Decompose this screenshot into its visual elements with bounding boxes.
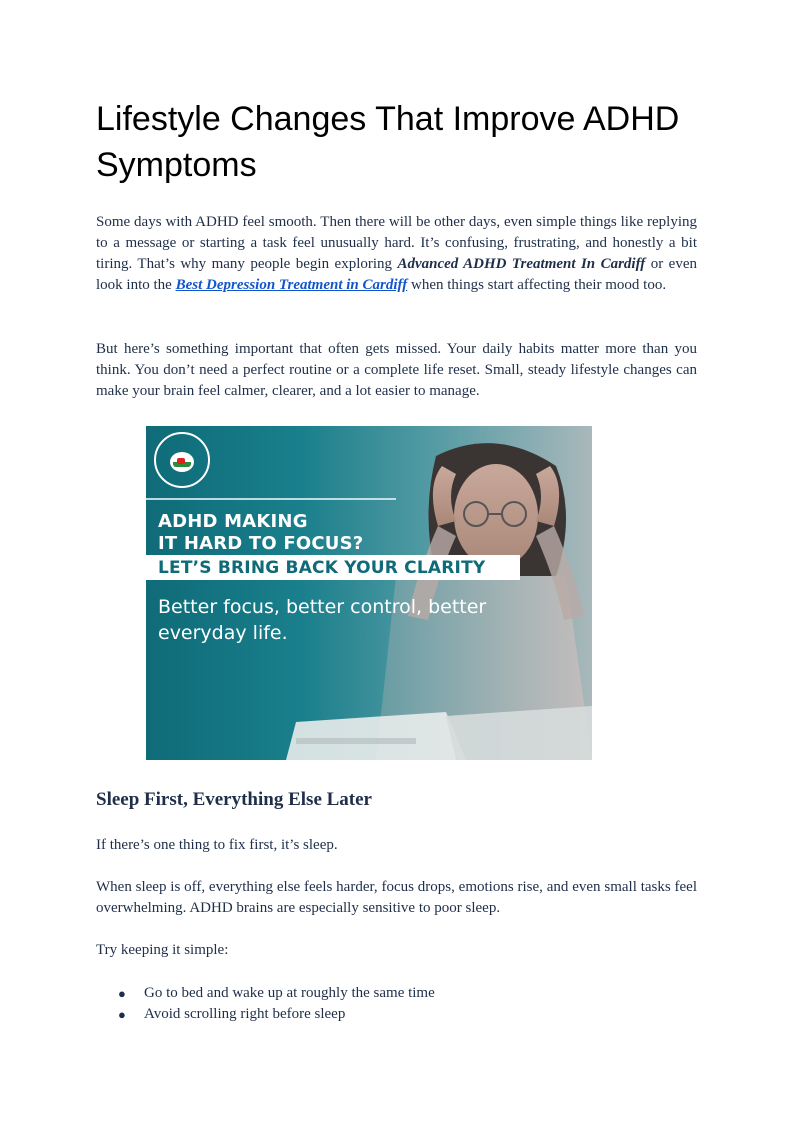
bullet-icon: ● — [118, 986, 126, 1001]
list-item — [96, 1004, 697, 1025]
habits-paragraph: But here’s something important that often gets missed. Your daily habits matter more than you think. You don’t need a perfect routine or a complete life reset. Small, steady lifestyle changes can make your brain feel calmer, clearer, and a lot easier to manage. — [96, 341, 697, 399]
section-paragraph-1: If there’s one thing to fix first, it’s sleep. — [96, 837, 338, 853]
intro-text-before: Some days with ADHD feel smooth. Then there will be other days, even simple things like replying to a message or starting a task feel unusually hard. It’s confusing, frustrating, and honestly a bit tiring. That’s why many people begin exploring — [96, 214, 697, 272]
list-item — [96, 983, 697, 1004]
depression-treatment-link[interactable]: Best Depression Treatment in Cardiff — [175, 277, 408, 293]
banner-clarity-text: LET’S BRING BACK YOUR CLARITY — [158, 558, 486, 578]
adhd-banner-image — [146, 426, 592, 760]
welsh-flag-icon — [170, 452, 194, 472]
banner-headline-line1: ADHD MAKING — [158, 511, 308, 532]
section-heading: Sleep First, Everything Else Later — [96, 789, 372, 810]
intro-text-middle: or even look into the — [96, 256, 697, 293]
banner-subtext: Better focus, better control, better everyday life. — [158, 596, 487, 644]
list-item-text: Go to bed and wake up at roughly the same time — [144, 985, 435, 1001]
intro-emphasis: Advanced ADHD Treatment In Cardiff — [397, 256, 646, 272]
banner-headline-line2: IT HARD TO FOCUS? — [158, 533, 364, 554]
section-paragraph-3: Try keeping it simple: — [96, 942, 229, 958]
list-item-text: Avoid scrolling right before sleep — [144, 1006, 346, 1022]
sleep-tips-list — [96, 983, 697, 1025]
clinic-logo — [154, 432, 210, 488]
banner-divider — [146, 498, 396, 500]
section-paragraph-2: When sleep is off, everything else feels harder, focus drops, emotions rise, and even small tasks feel overwhelming. ADHD brains are especially sensitive to poor sleep. — [96, 879, 697, 916]
intro-paragraph — [96, 212, 697, 296]
page-title: Lifestyle Changes That Improve ADHD Symptoms — [96, 100, 680, 184]
bullet-icon: ● — [118, 1007, 126, 1022]
woman-headache-illustration — [146, 426, 592, 760]
intro-text-after: when things start affecting their mood too. — [407, 277, 667, 293]
